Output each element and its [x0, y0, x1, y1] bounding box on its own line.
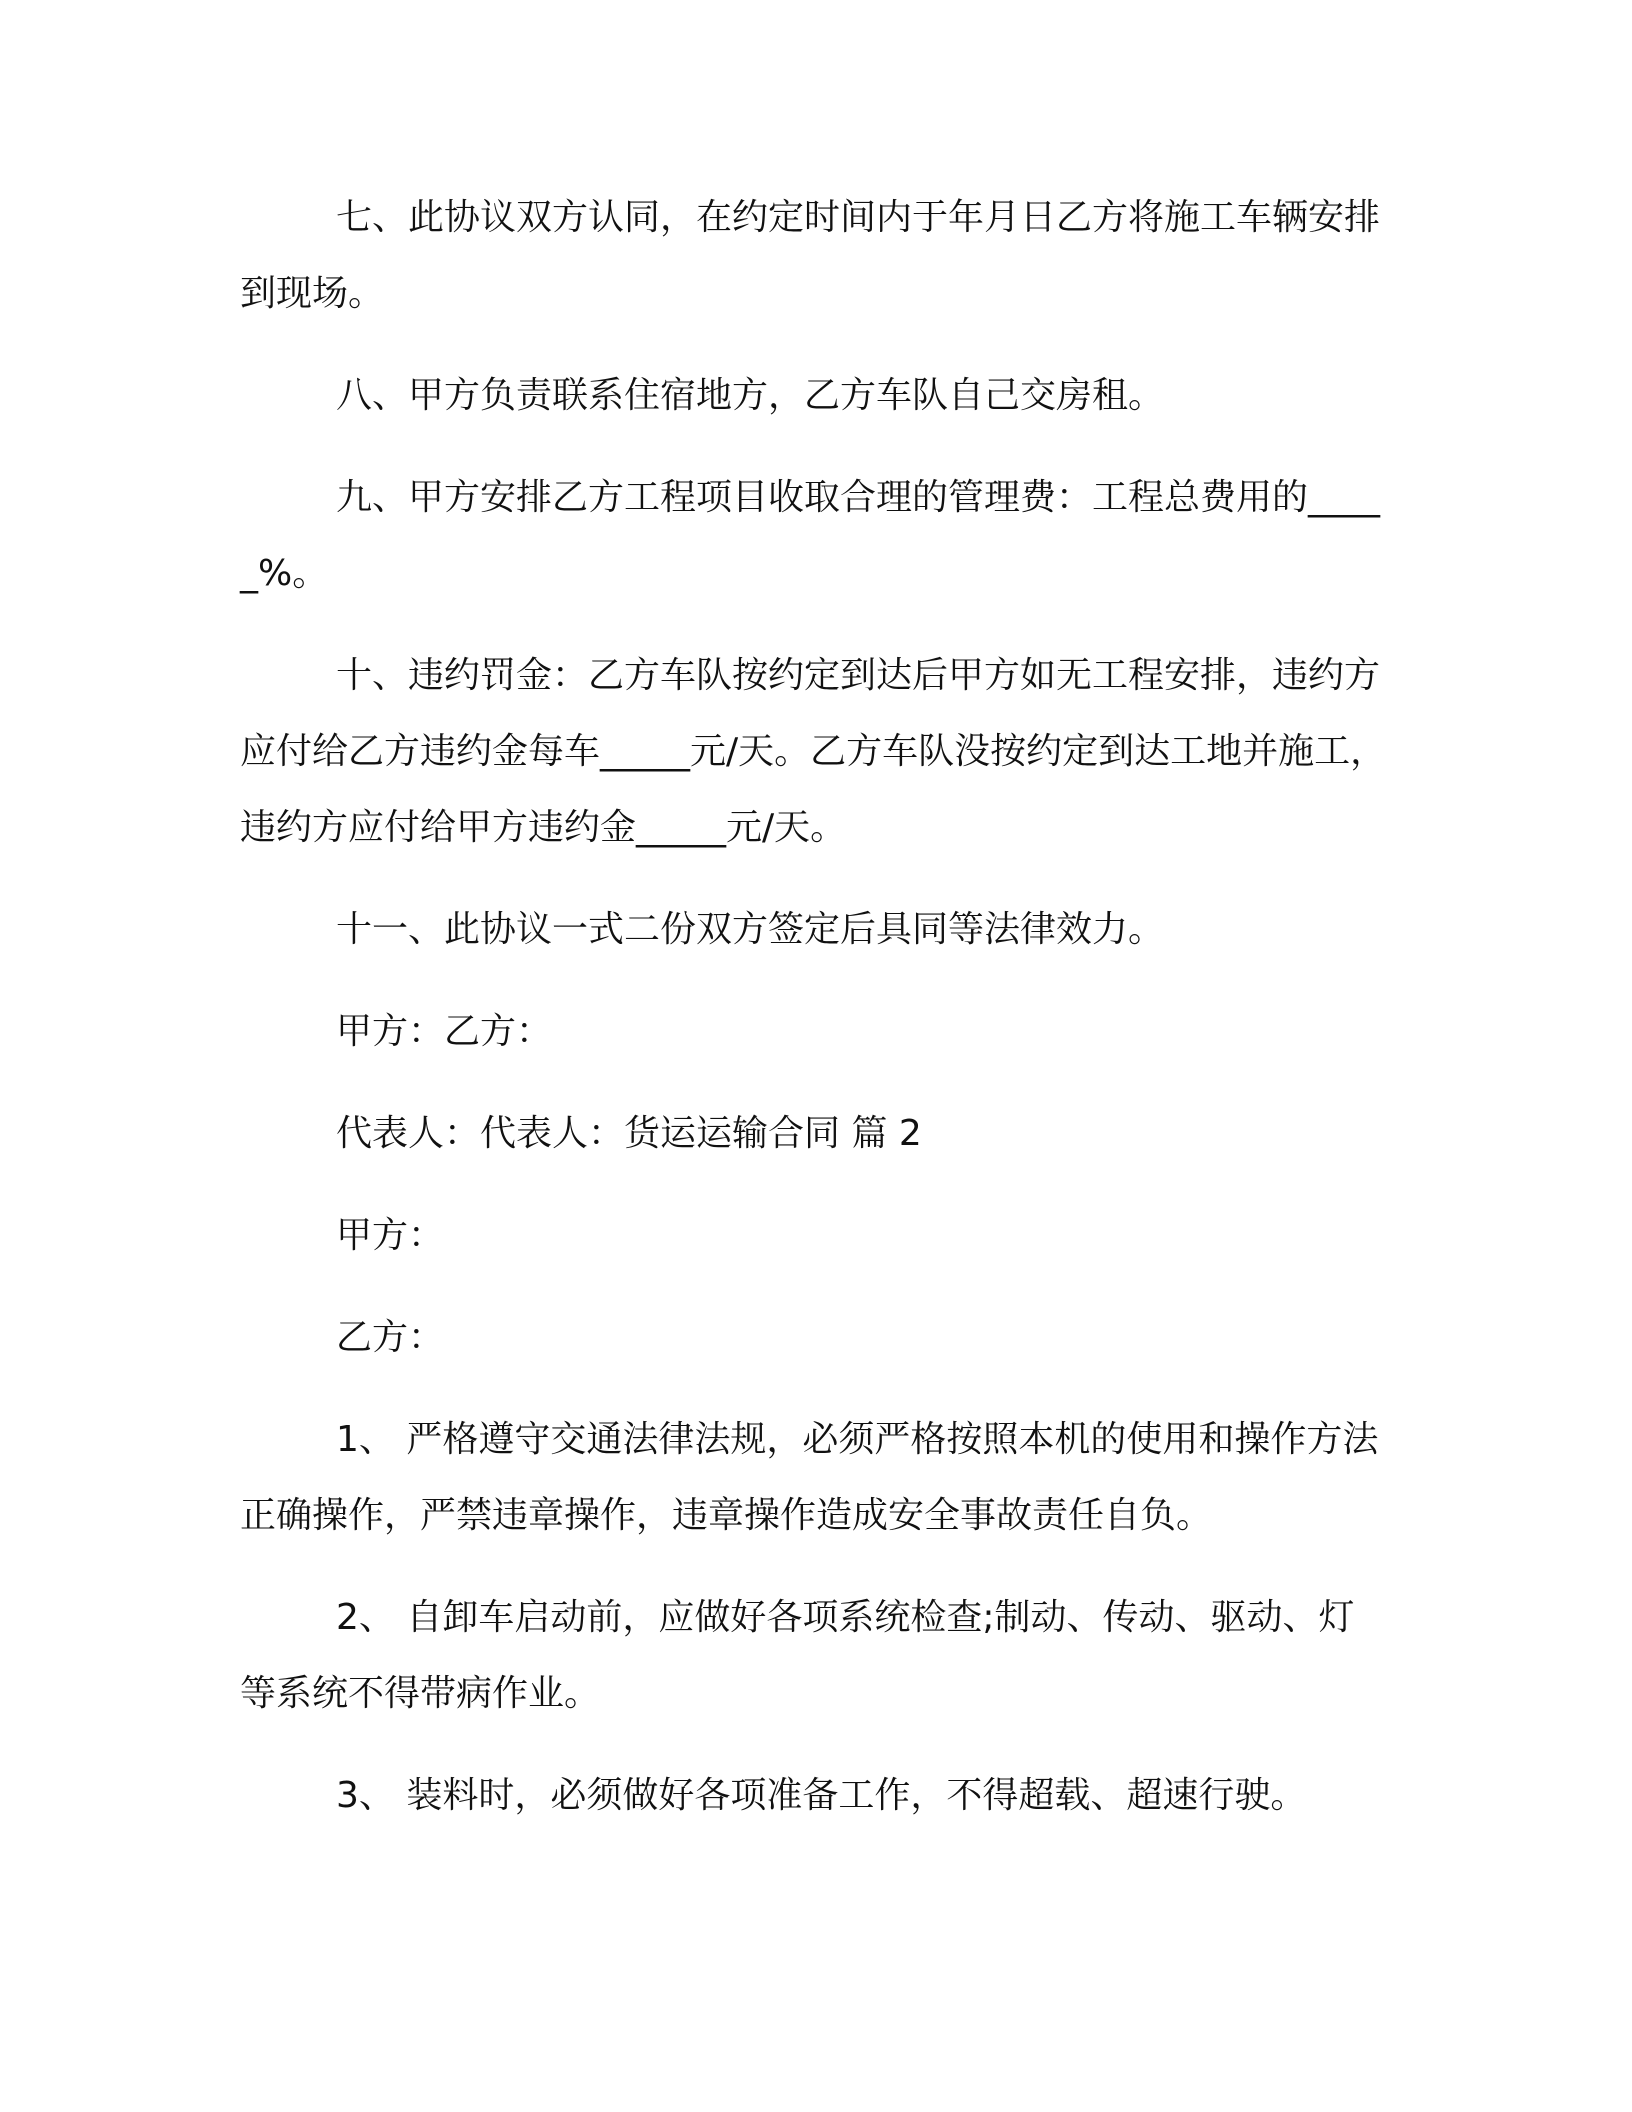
- clause-9: 九、甲方安排乙方工程项目收取合理的管理费：工程总费用的_____%。: [240, 477, 1381, 594]
- rule-1: 1、 严格遵守交通法律法规，必须严格按照本机的使用和操作方法正确操作，严禁违章操作，违章操作造成安全事故责任自负。: [240, 1419, 1379, 1536]
- signature-parties-line: 甲方：乙方：: [336, 1011, 553, 1052]
- rule-2: 2、 自卸车启动前，应做好各项系统检查;制动、传动、驱动、灯等系统不得带病作业。: [240, 1597, 1355, 1714]
- clause-8: 八、甲方负责联系住宿地方，乙方车队自己交房租。: [336, 375, 1165, 416]
- clause-10: 十、违约罚金：乙方车队按约定到达后甲方如无工程安排，违约方应付给乙方违约金每车_____元/天。乙方车队没按约定到达工地并施工，违约方应付给甲方违约金_____元/天。: [240, 655, 1387, 848]
- clause-11: 十一、此协议一式二份双方签定后具同等法律效力。: [336, 909, 1165, 950]
- party-a-line: 甲方：: [336, 1215, 445, 1256]
- party-b-line: 乙方：: [336, 1317, 445, 1358]
- representatives-line: 代表人：代表人：货运运输合同 篇 2: [336, 1113, 922, 1154]
- clause-7: 七、此协议双方认同，在约定时间内于年月日乙方将施工车辆安排到现场。: [240, 197, 1381, 314]
- rule-3: 3、 装料时，必须做好各项准备工作，不得超载、超速行驶。: [336, 1775, 1307, 1816]
- document-body: [240, 180, 1390, 1860]
